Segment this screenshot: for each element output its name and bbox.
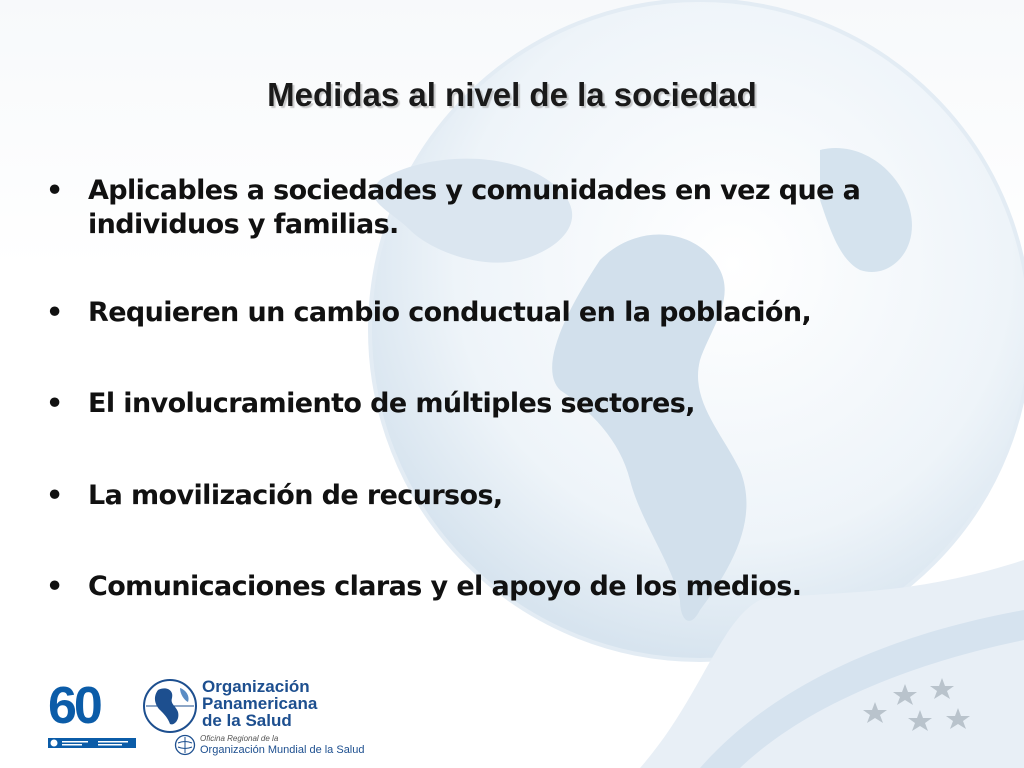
bullet-item xyxy=(40,296,970,330)
who-name: Organización Mundial de la Salud xyxy=(200,744,365,756)
paho-name-line-1: Organización xyxy=(202,677,310,696)
regional-office-label: Oficina Regional de la xyxy=(200,734,279,743)
slide-title: Medidas al nivel de la sociedad xyxy=(267,76,757,113)
bullet-text: El involucramiento de múltiples sectores, xyxy=(88,388,695,419)
bullet-text: Aplicables a sociedades y comunidades en vez que a individuos y familias. xyxy=(88,175,861,240)
bullet-text: Requieren un cambio conductual en la población, xyxy=(88,297,812,328)
bullet-text: Comunicaciones claras y el apoyo de los medios. xyxy=(88,571,802,602)
who-emblem-icon xyxy=(48,738,136,748)
bullet-list xyxy=(40,174,970,604)
footer-logos xyxy=(36,672,396,762)
bullet-marker: • xyxy=(46,297,63,328)
bullet-marker: • xyxy=(46,480,63,511)
stars-icon xyxy=(850,672,990,742)
who-emblem-icon xyxy=(174,734,196,756)
anniversary-number: 60 xyxy=(48,677,100,735)
paho-name xyxy=(202,678,317,729)
anniversary-logo xyxy=(48,677,136,756)
bullet-text: La movilización de recursos, xyxy=(88,480,503,511)
bullet-marker: • xyxy=(46,175,63,206)
bullet-marker: • xyxy=(46,388,63,419)
paho-name-line-3: de la Salud xyxy=(202,711,292,730)
bullet-item xyxy=(40,479,970,513)
bullet-item xyxy=(40,174,970,242)
bullet-marker: • xyxy=(46,571,63,602)
bullet-item xyxy=(40,570,970,604)
paho-emblem-icon xyxy=(140,676,200,736)
paho-name-line-2: Panamericana xyxy=(202,694,318,713)
bullet-item xyxy=(40,387,970,421)
